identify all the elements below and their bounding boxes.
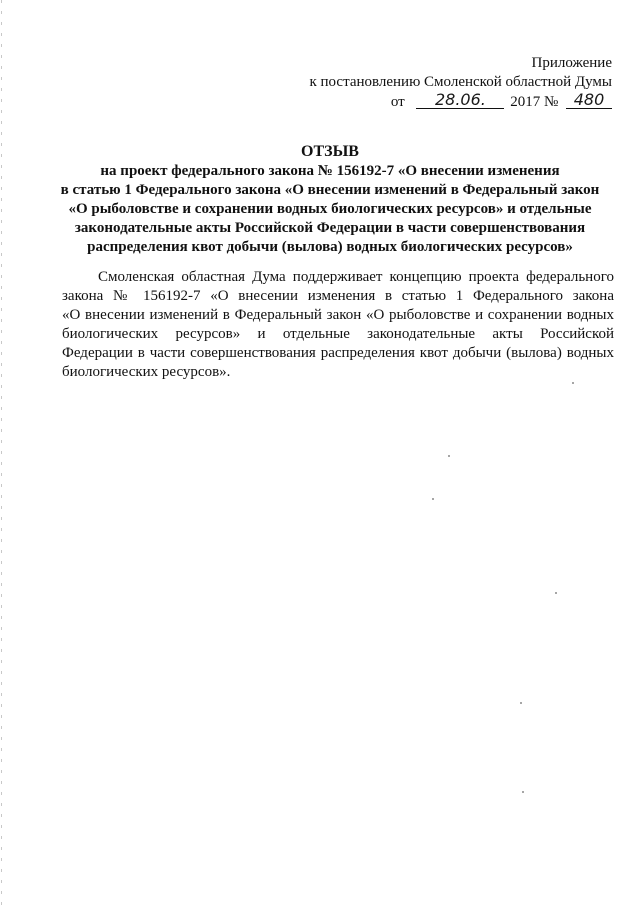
date-prefix: от [390, 94, 405, 110]
review-subtitle-line-3: «О рыболовстве и сохранении водных биологических ресурсов» и отдельные [68, 201, 592, 217]
appendix-reference: к постановлению Смоленской областной Думы [309, 74, 612, 90]
handwritten-date: 28.06. [416, 91, 504, 109]
review-body-paragraph [62, 268, 614, 382]
body-line-1: Смоленская областная Дума поддерживает концепцию проекта федерального [98, 269, 614, 285]
review-subtitle-line-1: на проект федерального закона № 156192-7 «О внесении изменения [100, 163, 560, 179]
body-line-3: «О внесении изменений в Федеральный закон «О рыболовстве и сохранении водных [62, 307, 614, 323]
review-subtitle-line-5: распределения квот добычи (вылова) водных биологических ресурсов» [87, 239, 573, 255]
scan-speck [520, 702, 522, 704]
appendix-label: Приложение [531, 55, 612, 71]
scan-speck [555, 592, 557, 594]
review-subtitle-line-4: законодательные акты Российской Федерации в части совершенствования [74, 220, 586, 236]
body-line-6: биологических ресурсов». [62, 364, 231, 380]
scan-speck [572, 382, 574, 384]
body-line-2: закона № 156192-7 «О внесении изменения в статью 1 Федерального закона [62, 288, 614, 304]
scan-speck [522, 791, 524, 793]
appendix-header [309, 54, 612, 112]
scan-speck [448, 455, 450, 457]
body-line-4: биологических ресурсов» и отдельные законодательные акты Российской [62, 326, 614, 342]
review-heading [40, 142, 620, 257]
review-title: ОТЗЫВ [301, 143, 359, 160]
review-subtitle-line-2: в статью 1 Федерального закона «О внесении изменений в Федеральный закон [60, 182, 600, 198]
scan-speck [432, 498, 434, 500]
year-and-number-label: 2017 № [510, 94, 559, 110]
body-line-5: Федерации в части совершенствования распределения квот добычи (вылова) водных [62, 345, 614, 361]
scan-edge-marks [1, 0, 2, 905]
handwritten-number: 480 [566, 91, 612, 109]
appendix-date-line [309, 92, 612, 112]
